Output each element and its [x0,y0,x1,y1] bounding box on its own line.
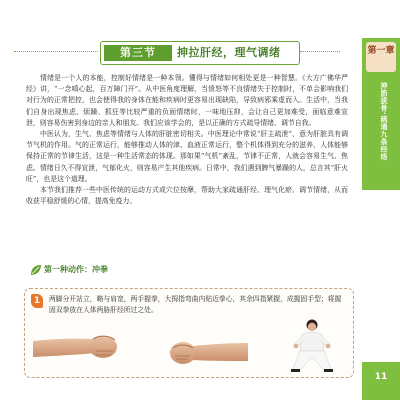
page-number: 11 [374,372,388,382]
fist-illustration [33,329,248,373]
step-number: 1 [31,294,43,308]
header-divider-left [14,51,98,52]
chapter-side-tab [362,38,400,190]
header-divider-right [300,51,340,52]
paragraph: 中医认为，生气、焦虑等情绪与人体的肝脏密切相关。中医理论中常说“肝主疏泄”，意为肝脏具有调节气机的作用。气的正常运行，能够推动人体的津、血液正常运行，整个机体得到充分的滋养，人体能够保持正常的节律生活，这是一种生活常态的体现。那如果“气机”紊乱，节律不正常，人就会容易生气、焦虑。情绪日久不得宣泄，气郁化火，则容易产生其他疾病。日常中，我们遇到脾气暴躁的人，总言其“肝火旺”，也是这个道理。 [26,130,348,183]
paragraph: 情绪是一个人的本能，控制好情绪是一种本领。懂得与情绪如何相处更是一种智慧。《大方广佛华严经》讲，“一念嗔心起，百万障门开”。从中医角度理解，当愤怒等不良情绪失于控制时，不单会影响我们对行为的正常把控，也会使得我的身体在能和疾病时更容易出现缺陷，导致病邪乘虚而入。生活中，当我们自身出现焦虑、烦躁、抓狂等比较严重的负面情绪时，一味地压抑，会让自己更加难受，面临意难宣泄，则容易伤害到身边的亲人和朋友。我们应该学会的，是以正确的方式疏导情绪、调节自我。 [26,74,348,127]
paragraph: 本节我们推荐一些中医传统的运动方式或穴位按摩，帮助大家疏通肝经、理气化瘀、调节情绪，从而收获平稳舒缓的心情，提高免疫力。 [26,186,348,206]
body-text [26,73,348,207]
action-title: 第一种动作：冲拳 [44,265,108,274]
step-card [24,288,354,378]
section-title-box [100,41,300,65]
section-title: 抻拉肝经，理气调绪 [177,46,281,59]
section-header [0,40,350,64]
page-number-tab [362,362,400,400]
chapter-badge: 第一章 [366,42,396,72]
step-text: 两脚分开站立，略与肩宽，两手握拳，大拇指弯曲内贴近拳心，其余四指紧握，成握固手型；将握固双拳放在人体两胁肝经所过之处。 [49,295,342,314]
person-illustration [287,317,337,375]
chapter-side-text: 抻筋拔骨·疏通九条经络 [380,82,388,161]
leaf-icon [30,264,42,276]
section-number: 第三节 [104,45,172,61]
